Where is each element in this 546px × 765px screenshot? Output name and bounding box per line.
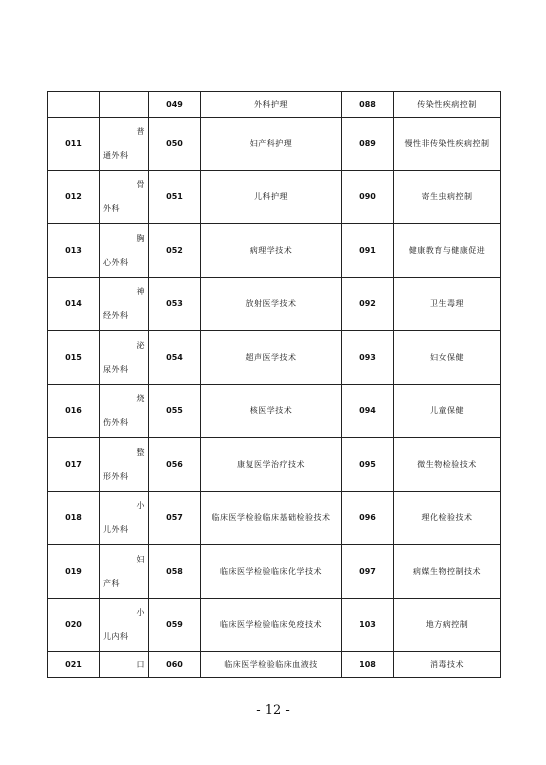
specialty-cell <box>394 599 501 652</box>
specialty-name: 传染性疾病控制 <box>417 99 477 109</box>
specialty-first-char: 胸 <box>136 233 145 243</box>
code-cell: 057 <box>149 492 201 545</box>
specialty-rest: 形外科 <box>103 471 129 481</box>
specialty-name: 消毒技术 <box>430 659 464 669</box>
specialty-rest: 伤外科 <box>103 418 129 427</box>
specialty-cell <box>394 385 501 438</box>
table-row <box>48 118 501 171</box>
code-cell: 108 <box>342 652 394 678</box>
table-body <box>48 92 501 678</box>
specialty-cell <box>201 438 342 492</box>
specialty-rest: 儿外科 <box>103 525 129 534</box>
code-cell: 020 <box>48 599 100 652</box>
code-cell: 013 <box>48 224 100 278</box>
specialty-name: 放射医学技术 <box>245 299 297 308</box>
specialty-first-char: 普 <box>136 127 145 136</box>
table-row <box>48 92 501 118</box>
specialty-name: 病理学技术 <box>249 245 293 255</box>
specialty-name: 核医学技术 <box>249 406 293 415</box>
specialty-name: 妇产科护理 <box>249 139 293 148</box>
specialty-cell <box>201 171 342 224</box>
code-cell: 018 <box>48 492 100 545</box>
specialty-cell <box>100 92 149 118</box>
specialty-cell <box>100 438 149 492</box>
table-row <box>48 171 501 224</box>
specialty-first-char: 妇 <box>136 554 145 564</box>
code-cell: 092 <box>342 278 394 331</box>
specialty-cell <box>201 331 342 385</box>
specialty-cell <box>201 652 342 678</box>
specialty-name: 地方病控制 <box>425 620 469 629</box>
specialty-cell <box>201 278 342 331</box>
specialty-name: 卫生毒理 <box>430 299 464 308</box>
specialty-cell <box>394 224 501 278</box>
specialty-cell <box>201 545 342 599</box>
table-row <box>48 278 501 331</box>
code-cell: 016 <box>48 385 100 438</box>
code-cell: 060 <box>149 652 201 678</box>
table-row <box>48 652 501 678</box>
specialty-name: 健康教育与健康促进 <box>408 245 486 255</box>
specialty-cell <box>100 545 149 599</box>
page-number: - 12 - <box>256 703 290 718</box>
specialty-cell <box>100 171 149 224</box>
specialty-cell <box>201 92 342 118</box>
table-row <box>48 438 501 492</box>
code-cell: 089 <box>342 118 394 171</box>
specialty-cell <box>100 224 149 278</box>
specialty-name: 妇女保健 <box>430 352 464 362</box>
table-row <box>48 385 501 438</box>
specialty-cell <box>100 492 149 545</box>
specialty-first-char: 整 <box>136 447 145 457</box>
specialty-cell <box>394 652 501 678</box>
code-cell: 097 <box>342 545 394 599</box>
table-row <box>48 224 501 278</box>
specialty-name: 外科护理 <box>254 99 288 109</box>
specialty-rest: 心外科 <box>103 257 129 267</box>
specialty-name: 临床医学检验临床化学技术 <box>220 566 322 576</box>
specialty-rest: 产科 <box>103 578 120 588</box>
specialty-cell <box>394 171 501 224</box>
code-cell: 095 <box>342 438 394 492</box>
specialty-first-char: 神 <box>136 287 145 296</box>
specialty-first-char: 口 <box>136 659 145 669</box>
specialty-rest: 儿内科 <box>103 632 129 641</box>
code-cell: 059 <box>149 599 201 652</box>
specialty-name: 临床医学检验临床基础检验技术 <box>211 513 331 522</box>
specialty-name: 超声医学技术 <box>245 352 297 362</box>
specialty-cell <box>201 224 342 278</box>
specialty-rest: 通外科 <box>103 151 129 160</box>
code-cell: 051 <box>149 171 201 224</box>
code-cell: 090 <box>342 171 394 224</box>
specialty-name: 临床医学检验临床免疫技术 <box>220 620 322 629</box>
table-row <box>48 545 501 599</box>
specialty-name: 临床医学检验临床血液技 <box>224 659 318 669</box>
code-cell: 011 <box>48 118 100 171</box>
specialty-name: 微生物检验技术 <box>417 459 477 469</box>
specialty-first-char: 烧 <box>136 394 145 403</box>
specialty-cell <box>201 385 342 438</box>
specialty-code-table <box>47 91 501 678</box>
specialty-cell <box>100 652 149 678</box>
specialty-rest: 外科 <box>103 204 120 213</box>
code-cell: 021 <box>48 652 100 678</box>
specialty-rest: 经外科 <box>103 311 129 320</box>
table-row <box>48 331 501 385</box>
specialty-cell <box>394 492 501 545</box>
specialty-cell <box>100 385 149 438</box>
specialty-cell <box>201 492 342 545</box>
specialty-cell <box>394 92 501 118</box>
specialty-cell <box>100 278 149 331</box>
table-row <box>48 599 501 652</box>
specialty-name: 寄生虫病控制 <box>421 192 473 201</box>
code-cell: 096 <box>342 492 394 545</box>
code-cell: 015 <box>48 331 100 385</box>
code-cell: 049 <box>149 92 201 118</box>
code-cell: 053 <box>149 278 201 331</box>
specialty-cell <box>100 331 149 385</box>
specialty-first-char: 小 <box>136 501 145 510</box>
code-cell <box>48 92 100 118</box>
code-cell: 017 <box>48 438 100 492</box>
specialty-first-char: 泌 <box>136 340 145 350</box>
specialty-cell <box>201 118 342 171</box>
specialty-cell <box>394 545 501 599</box>
specialty-name: 慢性非传染性疾病控制 <box>404 139 490 148</box>
specialty-name: 康复医学治疗技术 <box>237 459 305 469</box>
code-cell: 050 <box>149 118 201 171</box>
specialty-first-char: 骨 <box>136 180 145 189</box>
specialty-cell <box>394 331 501 385</box>
code-cell: 054 <box>149 331 201 385</box>
code-cell: 019 <box>48 545 100 599</box>
specialty-cell <box>100 118 149 171</box>
specialty-name: 病媒生物控制技术 <box>413 566 481 576</box>
code-cell: 094 <box>342 385 394 438</box>
code-cell: 088 <box>342 92 394 118</box>
code-cell: 103 <box>342 599 394 652</box>
code-cell: 012 <box>48 171 100 224</box>
specialty-cell <box>100 599 149 652</box>
specialty-name: 儿童保健 <box>430 406 464 415</box>
specialty-cell <box>394 278 501 331</box>
code-cell: 056 <box>149 438 201 492</box>
specialty-cell <box>201 599 342 652</box>
table-row <box>48 492 501 545</box>
specialty-rest: 尿外科 <box>103 364 129 374</box>
code-cell: 091 <box>342 224 394 278</box>
specialty-first-char: 小 <box>136 608 145 617</box>
specialty-cell <box>394 438 501 492</box>
specialty-name: 儿科护理 <box>254 192 288 201</box>
code-cell: 058 <box>149 545 201 599</box>
specialty-name: 理化检验技术 <box>421 513 473 522</box>
code-cell: 093 <box>342 331 394 385</box>
code-cell: 014 <box>48 278 100 331</box>
code-cell: 052 <box>149 224 201 278</box>
code-cell: 055 <box>149 385 201 438</box>
specialty-cell <box>394 118 501 171</box>
